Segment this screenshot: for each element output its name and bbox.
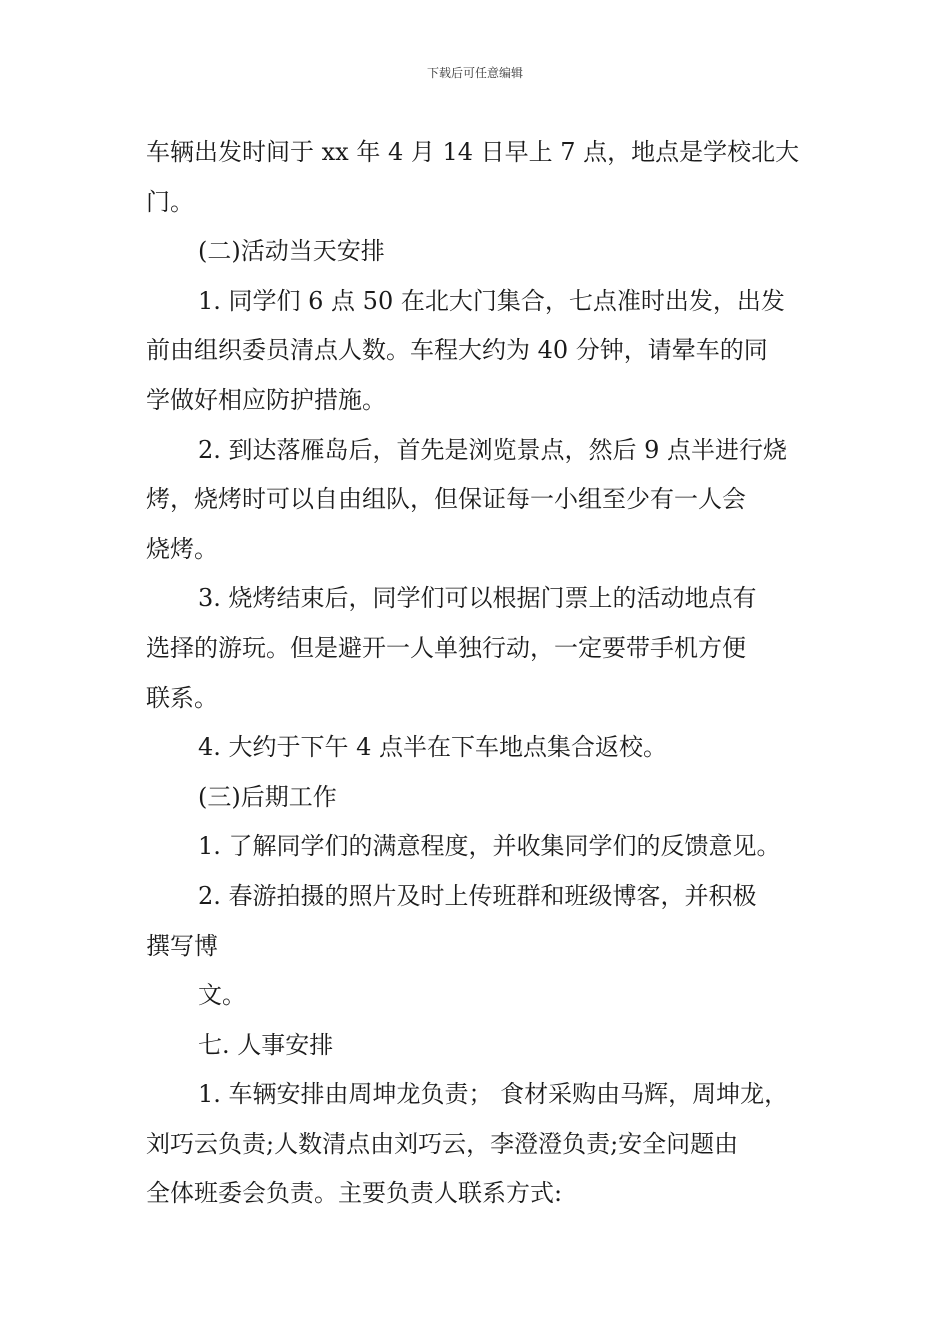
text-line: 1. 同学们 6 点 50 在北大门集合，七点准时出发，出发 <box>198 286 785 315</box>
text-line: 前由组织委员清点人数。车程大约为 40 分钟，请晕车的同 <box>146 336 768 365</box>
text-line: 3. 烧烤结束后，同学们可以根据门票上的活动地点有 <box>198 584 757 613</box>
text-line: 烧烤。 <box>146 534 218 563</box>
section-heading: (二)活动当天安排 <box>198 237 385 266</box>
text-line: 车辆出发时间于 xx 年 4 月 14 日早上 7 点，地点是学校北大 <box>146 138 800 166</box>
text-line: 烤，烧烤时可以自由组队，但保证每一小组至少有一人会 <box>146 485 746 514</box>
document-body <box>146 128 810 1219</box>
text-line: 联系。 <box>146 683 218 712</box>
text-line: 门。 <box>146 187 194 216</box>
text-line: 4. 大约于下午 4 点半在下车地点集合返校。 <box>198 733 668 762</box>
section-heading: 七. 人事安排 <box>198 1030 334 1059</box>
text-line: 1. 车辆安排由周坤龙负责； 食材采购由马辉，周坤龙， <box>198 1080 789 1109</box>
text-line: 刘巧云负责;人数清点由刘巧云，李澄澄负责;安全问题由 <box>146 1129 739 1158</box>
text-line: 文。 <box>198 981 246 1010</box>
text-line: 1. 了解同学们的满意程度，并收集同学们的反馈意见。 <box>198 832 781 861</box>
text-line: 学做好相应防护措施。 <box>146 385 386 414</box>
text-line: 全体班委会负责。主要负责人联系方式: <box>146 1179 563 1208</box>
text-line: 2. 到达落雁岛后，首先是浏览景点，然后 9 点半进行烧 <box>198 435 788 464</box>
text-line: 撰写博 <box>146 931 218 960</box>
text-line: 选择的游玩。但是避开一人单独行动，一定要带手机方便 <box>146 633 746 662</box>
page-header: 下载后可任意编辑 <box>426 66 523 80</box>
section-heading: (三)后期工作 <box>198 782 337 811</box>
text-line: 2. 春游拍摄的照片及时上传班群和班级博客，并积极 <box>198 881 757 910</box>
